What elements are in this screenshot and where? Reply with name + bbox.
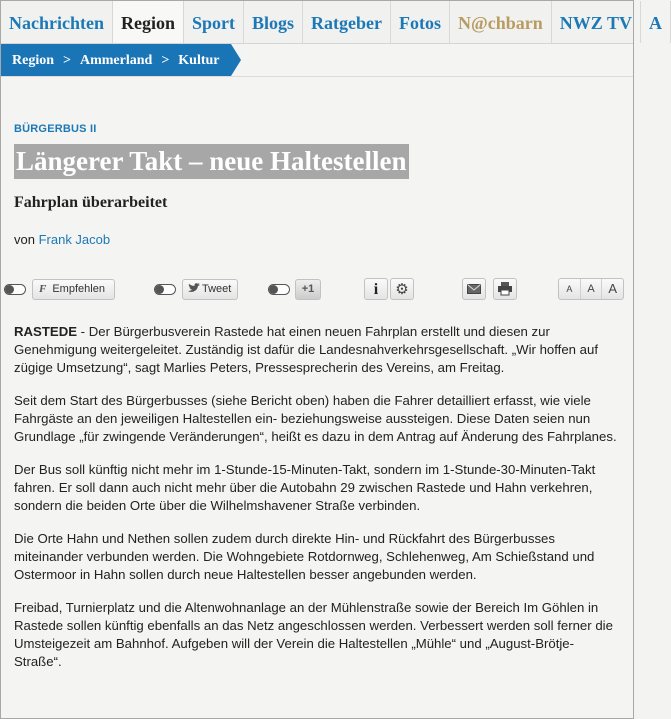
tweet-button[interactable]: Tweet — [182, 279, 238, 300]
article-headline: Längerer Takt – neue Haltestellen — [14, 144, 409, 179]
article-paragraph: Der Bus soll künftig nicht mehr im 1-Stunde-15-Minuten-Takt, sondern im 1-Stunde-30-Minuten-Takt fahren. Er soll dann auch nicht mehr über die Autobahn 29 zwischen Rastede und Hahn verkehren, sondern die beiden Orte über die Wilhelmshavener Straße verbinden. — [14, 462, 596, 513]
byline-prefix: von — [14, 232, 35, 247]
nav-tab-nachbarn[interactable]: N@chbarn — [450, 1, 552, 43]
font-size-controls — [558, 278, 624, 300]
nav-tab-sport[interactable]: Sport — [184, 1, 244, 43]
breadcrumb — [1, 44, 231, 76]
article-dateline: RASTEDE — [14, 324, 78, 339]
nav-tab-nwz-tv[interactable]: NWZ TV — [552, 1, 641, 43]
article-paragraph: Die Orte Hahn und Nethen sollen zudem durch direkte Hin- und Rückfahrt des Bürgerbusses miteinander verbunden werden. Die Wohngebiete Rotdornweg, Schlehenweg, Am Schießstand und Ostermoor in Hahn sollen durch neue Haltestellen besser angebunden werden. — [14, 531, 595, 582]
nav-tab-ratgeber[interactable]: Ratgeber — [303, 1, 391, 43]
printer-icon — [498, 282, 512, 295]
nav-tab-blogs[interactable]: Blogs — [244, 1, 303, 43]
article-paragraph: Freibad, Turnierplatz und die Altenwohnanlage an der Mühlenstraße sowie der Bereich Im Göhlen in Rastede sollen künftig ebenfalls an das Netz angeschlossen werden. Verbessert werden soll ferner die Umsteigezeit am Bahnhof. Aufgeben will der Verein die Haltestellen „Mühle“ und „August-Brötje-Straße“. — [14, 600, 613, 669]
nav-tab-nachrichten[interactable]: Nachrichten — [1, 1, 113, 43]
breadcrumb-separator: > — [161, 53, 170, 68]
gplus-button[interactable]: +1 — [295, 279, 321, 300]
gplus-privacy-toggle[interactable] — [268, 284, 290, 295]
breadcrumb-separator: > — [63, 53, 71, 68]
nav-tab-region[interactable]: Region — [113, 1, 184, 43]
font-size-medium-button[interactable]: A — [581, 279, 603, 299]
article-body — [14, 323, 620, 686]
twitter-privacy-toggle[interactable] — [154, 284, 176, 295]
top-navigation — [1, 1, 662, 44]
breadcrumb-divider — [1, 76, 633, 77]
article-byline — [14, 232, 110, 247]
breadcrumb-item-kultur[interactable]: Kultur — [178, 53, 220, 68]
twitter-bird-icon — [188, 283, 200, 293]
facebook-icon: F — [39, 283, 47, 295]
settings-button[interactable] — [390, 278, 414, 300]
print-button[interactable] — [493, 278, 517, 300]
author-link[interactable]: Frank Jacob — [38, 232, 111, 247]
article-lead — [14, 323, 620, 377]
lead-text: - Der Bürgerbusverein Rastede hat einen neuen Fahrplan erstellt und diesen zur Genehmigung weitergeleitet. Zuständig ist dafür die Landesnahverkehrsgesellschaft. „Wir hoffen auf zügige Umsetzung“, sagt Marlies Peters, Pressesprecherin des Vereins, am Freitag. — [14, 324, 599, 375]
facebook-recommend-button[interactable]: F Empfehlen — [32, 279, 115, 300]
info-button[interactable] — [364, 278, 388, 300]
font-size-large-button[interactable]: A — [608, 281, 618, 296]
gear-icon: ⚙ — [395, 281, 409, 298]
mail-icon — [467, 284, 481, 294]
breadcrumb-item-ammerland[interactable]: Ammerland — [79, 53, 153, 68]
article-subheadline: Fahrplan überarbeitet — [14, 194, 168, 211]
breadcrumb-item-region[interactable]: Region — [12, 53, 54, 68]
article-paragraph: Seit dem Start des Bürgerbusses (siehe Bericht oben) haben die Fahrer detailliert erfasst, wie viele Fahrgäste an den jeweiligen Haltestellen ein- beziehungsweise aussteigen. Diese Daten seien nun Grundlage „für zwingende Veränderungen“, heißt es dazu in dem Antrag auf Änderung des Fahrplanes. — [14, 393, 617, 444]
nav-tab-fotos[interactable]: Fotos — [391, 1, 450, 43]
nav-tab-more[interactable]: A — [641, 1, 671, 43]
font-size-small-button[interactable]: A — [559, 279, 581, 299]
article-kicker: BÜRGERBUS II — [14, 123, 97, 135]
facebook-privacy-toggle[interactable] — [4, 284, 26, 295]
email-button[interactable] — [462, 278, 486, 300]
info-icon: i — [373, 281, 379, 298]
